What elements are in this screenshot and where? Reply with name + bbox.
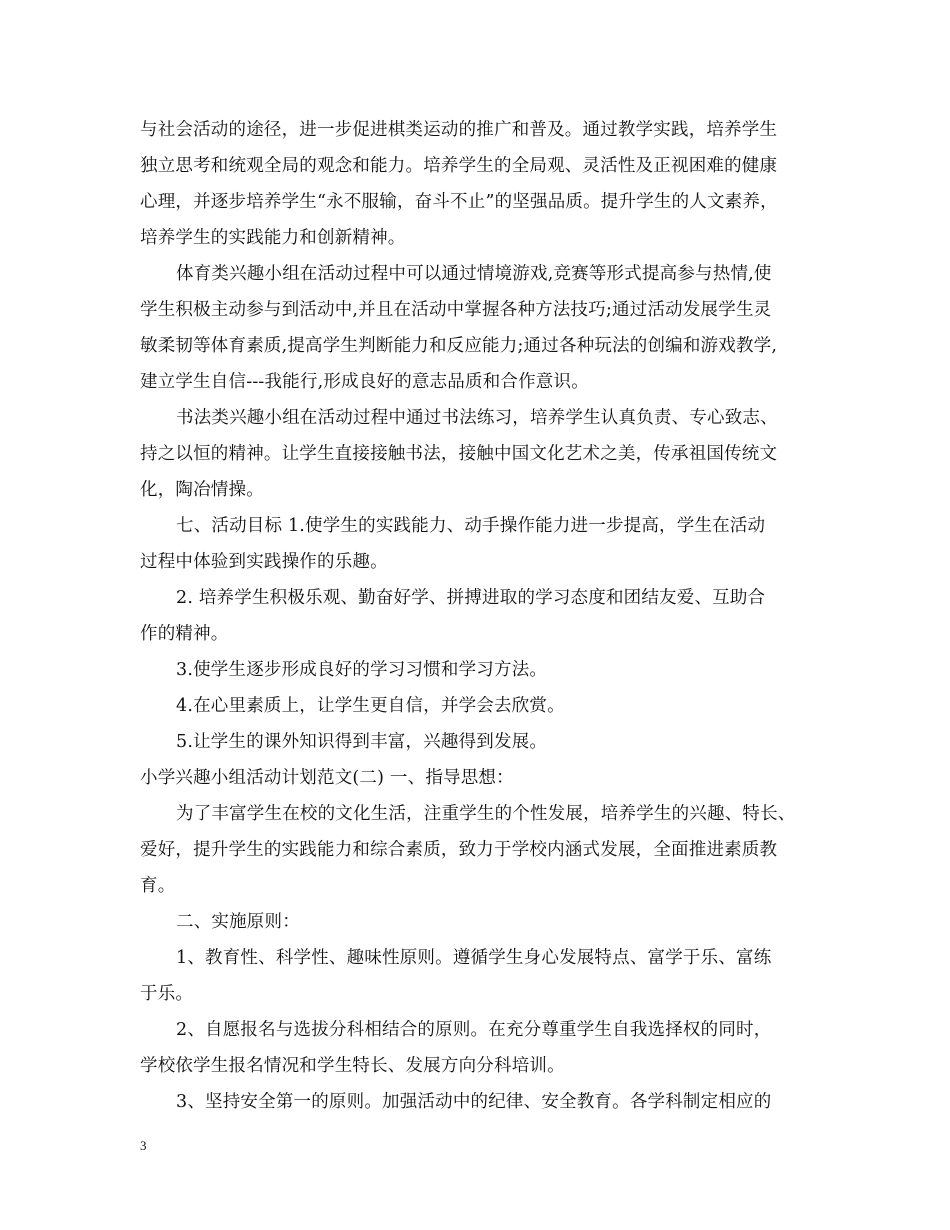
section-heading-line: 二、实施原则： (176, 912, 300, 932)
paragraph-line: 过程中体验到实践操作的乐趣。 (140, 552, 388, 572)
paragraph-line: 1、教育性、科学性、趣味性原则。遵循学生身心发展特点、富学于乐、富练 (176, 948, 772, 968)
paragraph-line: 七、活动目标 1.使学生的实践能力、动手操作能力进一步提高，学生在活动 (176, 516, 766, 536)
paragraph-line: 心理，并逐步培养学生“永不服输，奋斗不止”的坚强品质。提升学生的人文素养， (140, 192, 778, 212)
paragraph-line: 为了丰富学生在校的文化生活，注重学生的个性发展，培养学生的兴趣、特长、 (176, 804, 796, 824)
paragraph-line: 学生积极主动参与到活动中,并且在活动中掌握各种方法技巧;通过活动发展学生灵 (140, 300, 772, 320)
section-heading-line: 小学兴趣小组活动计划范文(二) 一、指导思想： (140, 768, 514, 788)
paragraph-line: 与社会活动的途径，进一步促进棋类运动的推广和普及。通过教学实践，培养学生 (140, 120, 778, 140)
paragraph-line: 独立思考和统观全局的观念和能力。培养学生的全局观、灵活性及正视困难的健康 (140, 156, 778, 176)
paragraph-line: 3、坚持安全第一的原则。加强活动中的纪律、安全教育。各学科制定相应的 (176, 1092, 772, 1112)
paragraph-line: 敏柔韧等体育素质,提高学生判断能力和反应能力;通过各种玩法的创编和游戏教学, (140, 336, 778, 356)
paragraph-line: 学校依学生报名情况和学生特长、发展方向分科培训。 (140, 1056, 565, 1076)
paragraph-line: 5.让学生的课外知识得到丰富，兴趣得到发展。 (176, 732, 548, 752)
paragraph-line: 作的精神。 (140, 624, 229, 644)
paragraph-line: 化，陶冶情操。 (140, 480, 264, 500)
paragraph-line: 爱好，提升学生的实践能力和综合素质，致力于学校内涵式发展，全面推进素质教 (140, 840, 778, 860)
page-number: 3 (140, 1138, 147, 1153)
paragraph-line: 育。 (140, 876, 176, 896)
paragraph-line: 培养学生的实践能力和创新精神。 (140, 228, 406, 248)
paragraph-line: 建立学生自信---我能行,形成良好的意志品质和合作意识。 (140, 372, 589, 392)
paragraph-line: 4.在心里素质上，让学生更自信，并学会去欣赏。 (176, 696, 565, 716)
paragraph-line: 2. 培养学生积极乐观、勤奋好学、拼搏进取的学习态度和团结友爱、互助合 (176, 588, 766, 608)
paragraph-line: 书法类兴趣小组在活动过程中通过书法练习，培养学生认真负责、专心致志、 (176, 408, 778, 428)
paragraph-line: 持之以恒的精神。让学生直接接触书法，接触中国文化艺术之美，传承祖国传统文 (140, 444, 778, 464)
paragraph-line: 体育类兴趣小组在活动过程中可以通过情境游戏,竞赛等形式提高参与热情,使 (176, 264, 772, 284)
paragraph-line: 2、自愿报名与选拔分科相结合的原则。在充分尊重学生自我选择权的同时， (176, 1020, 772, 1040)
paragraph-line: 3.使学生逐步形成良好的学习习惯和学习方法。 (176, 660, 548, 680)
paragraph-line: 于乐。 (140, 984, 194, 1004)
